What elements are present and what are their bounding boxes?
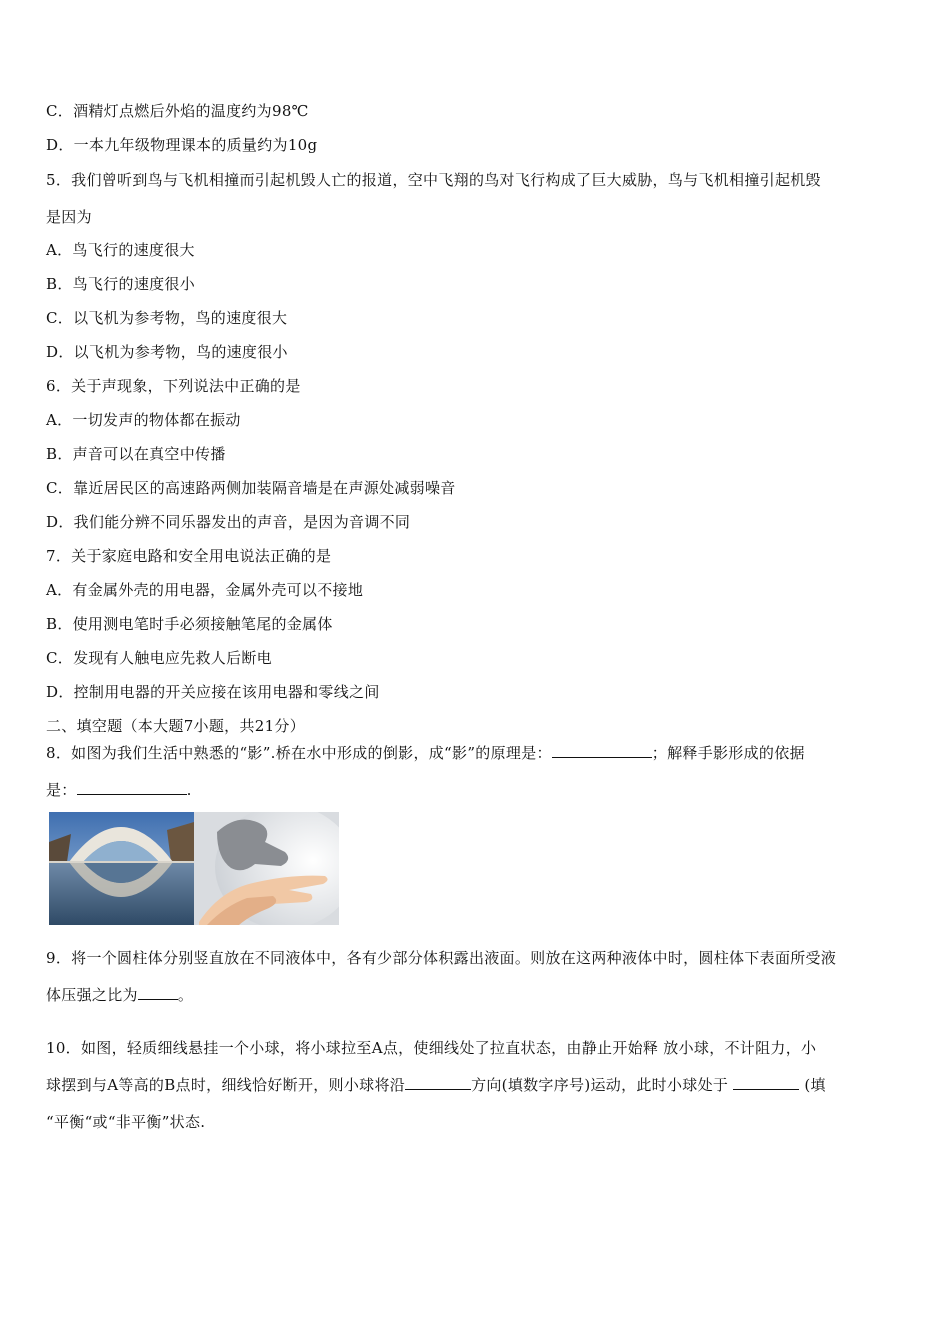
question-10-line-1: 10．如图，轻质细线悬挂一个小球，将小球拉至A点，使细线处了拉直状态，由静止开始释 放小球，不计阻力，小	[46, 1039, 817, 1057]
answer-blank-q10-1	[405, 1075, 471, 1090]
q8-text-2: ；解释手影形成的依据	[651, 744, 805, 762]
hand-shadow-photo	[194, 812, 339, 925]
section-heading-fill-blank: 二、填空题（本大题7小题，共21分）	[46, 717, 306, 735]
option-d-q6: D．我们能分辨不同乐器发出的声音，是因为音调不同	[46, 513, 411, 531]
answer-blank-q10-2	[733, 1075, 799, 1090]
answer-blank-q9	[138, 985, 178, 1000]
question-9-line-1: 9．将一个圆柱体分别竖直放在不同液体中，各有少部分体积露出液面。则放在这两种液体中时，圆柱体下表面所受液	[46, 949, 837, 967]
option-c-q7: C．发现有人触电应先救人后断电	[46, 649, 272, 667]
question-9-line-2	[46, 985, 193, 1005]
option-c-q4: C．酒精灯点燃后外焰的温度约为98℃	[46, 102, 309, 120]
option-a-q5: A．鸟飞行的速度很大	[46, 241, 195, 259]
option-c-q6: C．靠近居民区的高速路两侧加装隔音墙是在声源处减弱噪音	[46, 479, 456, 497]
option-d-q7: D．控制用电器的开关应接在该用电器和零线之间	[46, 683, 380, 701]
q9-text-2: 体压强之比为	[46, 986, 138, 1004]
option-d-q5: D．以飞机为参考物，鸟的速度很小	[46, 343, 288, 361]
question-10-line-2	[46, 1075, 826, 1095]
q8-text-1: 8．如图为我们生活中熟悉的“影”.桥在水中形成的倒影，成“影”的原理是：	[46, 744, 552, 762]
q10-text-3: 方向(填数字序号)运动，此时小球处于	[471, 1076, 729, 1094]
option-a-q7: A．有金属外壳的用电器，金属外壳可以不接地	[46, 581, 364, 599]
question-8-line-2	[46, 780, 192, 800]
bridge-photo	[49, 812, 194, 925]
option-c-q5: C．以飞机为参考物，鸟的速度很大	[46, 309, 288, 327]
option-b-q6: B．声音可以在真空中传播	[46, 445, 226, 463]
shadow-figure	[49, 812, 339, 925]
answer-blank-q8-1	[552, 743, 652, 758]
question-8-line-1	[46, 743, 805, 763]
question-10-line-3: “平衡“或“非平衡”状态.	[46, 1113, 206, 1131]
q8-text-3: 是：	[46, 781, 77, 799]
question-7: 7．关于家庭电路和安全用电说法正确的是	[46, 547, 332, 565]
question-6: 6．关于声现象，下列说法中正确的是	[46, 377, 301, 395]
option-a-q6: A．一切发声的物体都在振动	[46, 411, 241, 429]
question-5-line-2: 是因为	[46, 208, 92, 226]
option-b-q7: B．使用测电笔时手必须接触笔尾的金属体	[46, 615, 333, 633]
option-d-q4: D．一本九年级物理课本的质量约为10g	[46, 136, 318, 154]
q10-text-4: (填	[804, 1076, 826, 1094]
q9-text-3: 。	[177, 986, 194, 1004]
answer-blank-q8-2	[77, 780, 187, 795]
q10-text-2: 球摆到与A等高的B点时，细线恰好断开，则小球将沿	[46, 1076, 406, 1094]
option-b-q5: B．鸟飞行的速度很小	[46, 275, 196, 293]
question-5-line-1: 5．我们曾听到鸟与飞机相撞而引起机毁人亡的报道，空中飞翔的鸟对飞行构成了巨大威胁，鸟与飞机相撞引起机毁	[46, 171, 821, 189]
q8-text-4: .	[186, 781, 192, 799]
